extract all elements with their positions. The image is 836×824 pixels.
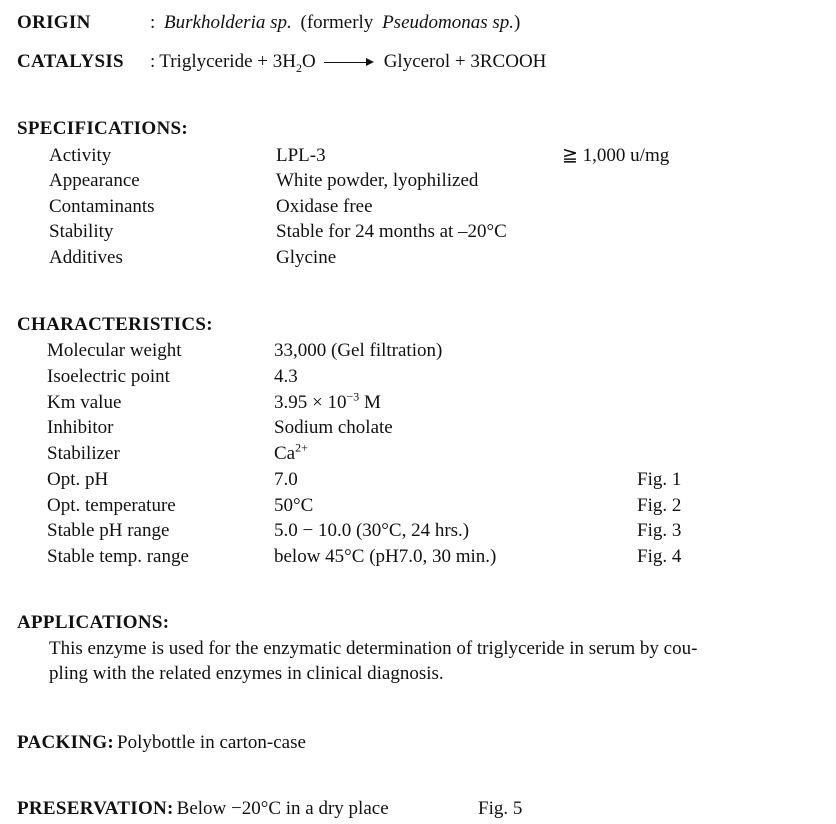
catalysis-reactant-subscript: 2 <box>295 60 302 75</box>
catalysis-reactant: Triglyceride + 3H <box>159 51 296 72</box>
spec-value: LPL-3 <box>276 145 326 166</box>
spec-value: Oxidase free <box>276 196 373 217</box>
spec-row <box>0 194 836 219</box>
characteristic-label: Opt. pH <box>47 469 109 490</box>
catalysis-equation <box>150 50 546 74</box>
characteristic-label: Molecular weight <box>47 340 182 361</box>
characteristic-value: Sodium cholate <box>274 417 393 438</box>
characteristic-row <box>0 441 836 466</box>
characteristics-heading: CHARACTERISTICS: <box>17 314 213 335</box>
characteristic-value: 5.0 − 10.0 (30°C, 24 hrs.) <box>274 520 470 541</box>
characteristic-value-main: 3.95 × 10 <box>274 392 347 413</box>
characteristic-row <box>0 544 836 569</box>
characteristic-row <box>0 467 836 492</box>
characteristic-row <box>0 390 836 415</box>
applications-line-1: This enzyme is used for the enzymatic determination of triglyceride in serum by cou- <box>49 638 698 659</box>
packing-label: PACKING: <box>17 732 115 753</box>
figure-reference: Fig. 3 <box>637 520 682 541</box>
spec-label: Stability <box>49 221 114 242</box>
preservation-fig: Fig. 5 <box>478 798 523 819</box>
origin-label: ORIGIN <box>17 12 91 33</box>
characteristic-value: 33,000 (Gel filtration) <box>274 340 443 361</box>
spec-label: Appearance <box>49 170 140 191</box>
spec-label: Additives <box>49 247 123 268</box>
characteristic-value: 4.3 <box>274 366 298 387</box>
characteristic-row <box>0 338 836 363</box>
origin-formerly-organism: Pseudomonas sp. <box>382 12 515 33</box>
origin-colon: : <box>150 12 156 33</box>
specifications-heading: SPECIFICATIONS: <box>17 118 188 139</box>
characteristic-label: Km value <box>47 392 122 413</box>
spec-row <box>0 143 836 168</box>
origin-value <box>150 11 520 35</box>
catalysis-product: Glycerol + 3RCOOH <box>383 51 547 72</box>
characteristic-value-end: M <box>359 392 381 413</box>
characteristic-label: Opt. temperature <box>47 495 176 516</box>
applications-text <box>49 636 809 686</box>
characteristic-row <box>0 415 836 440</box>
spec-value: Glycine <box>276 247 337 268</box>
characteristic-row <box>0 493 836 518</box>
packing-value: Polybottle in carton-case <box>117 732 306 753</box>
packing-line <box>17 731 306 755</box>
spec-value: White powder, lyophilized <box>276 170 479 191</box>
origin-formerly-suffix: ) <box>514 12 521 33</box>
origin-line <box>17 11 91 35</box>
characteristic-value: 7.0 <box>274 469 298 490</box>
characteristic-value <box>274 441 308 466</box>
figure-reference: Fig. 1 <box>637 469 682 490</box>
preservation-line <box>17 797 389 821</box>
characteristic-value <box>274 390 381 415</box>
figure-reference: Fig. 2 <box>637 495 682 516</box>
origin-organism: Burkholderia sp. <box>164 12 292 33</box>
characteristic-label: Stable temp. range <box>47 546 189 567</box>
characteristic-value-superscript: −3 <box>346 389 360 404</box>
preservation-label: PRESERVATION: <box>17 798 174 819</box>
catalysis-label: CATALYSIS <box>17 51 124 72</box>
figure-reference: Fig. 4 <box>637 546 682 567</box>
applications-heading: APPLICATIONS: <box>17 612 170 633</box>
catalysis-reactant-end: O <box>301 51 316 72</box>
origin-formerly-prefix: (formerly <box>300 12 374 33</box>
characteristic-value: below 45°C (pH7.0, 30 min.) <box>274 546 497 567</box>
catalysis-colon: : <box>150 51 156 72</box>
characteristic-label: Stabilizer <box>47 443 120 464</box>
preservation-value: Below −20°C in a dry place <box>176 798 389 819</box>
applications-line-2: pling with the related enzymes in clinical diagnosis. <box>49 663 444 684</box>
catalysis-line <box>17 50 124 74</box>
spec-value: Stable for 24 months at –20°C <box>276 221 507 242</box>
characteristic-label: Inhibitor <box>47 417 114 438</box>
spec-row <box>0 168 836 193</box>
characteristic-value-superscript: 2+ <box>295 440 308 455</box>
characteristic-value-main: Ca <box>274 443 296 464</box>
spec-row <box>0 219 836 244</box>
characteristic-label: Isoelectric point <box>47 366 170 387</box>
spec-row <box>0 245 836 270</box>
spec-label: Contaminants <box>49 196 155 217</box>
spec-label: Activity <box>49 145 112 166</box>
characteristic-value: 50°C <box>274 495 314 516</box>
spec-extra: ≧ 1,000 u/mg <box>562 145 670 166</box>
reaction-arrow-icon <box>324 58 374 68</box>
characteristic-row <box>0 364 836 389</box>
characteristic-row <box>0 518 836 543</box>
characteristic-label: Stable pH range <box>47 520 170 541</box>
